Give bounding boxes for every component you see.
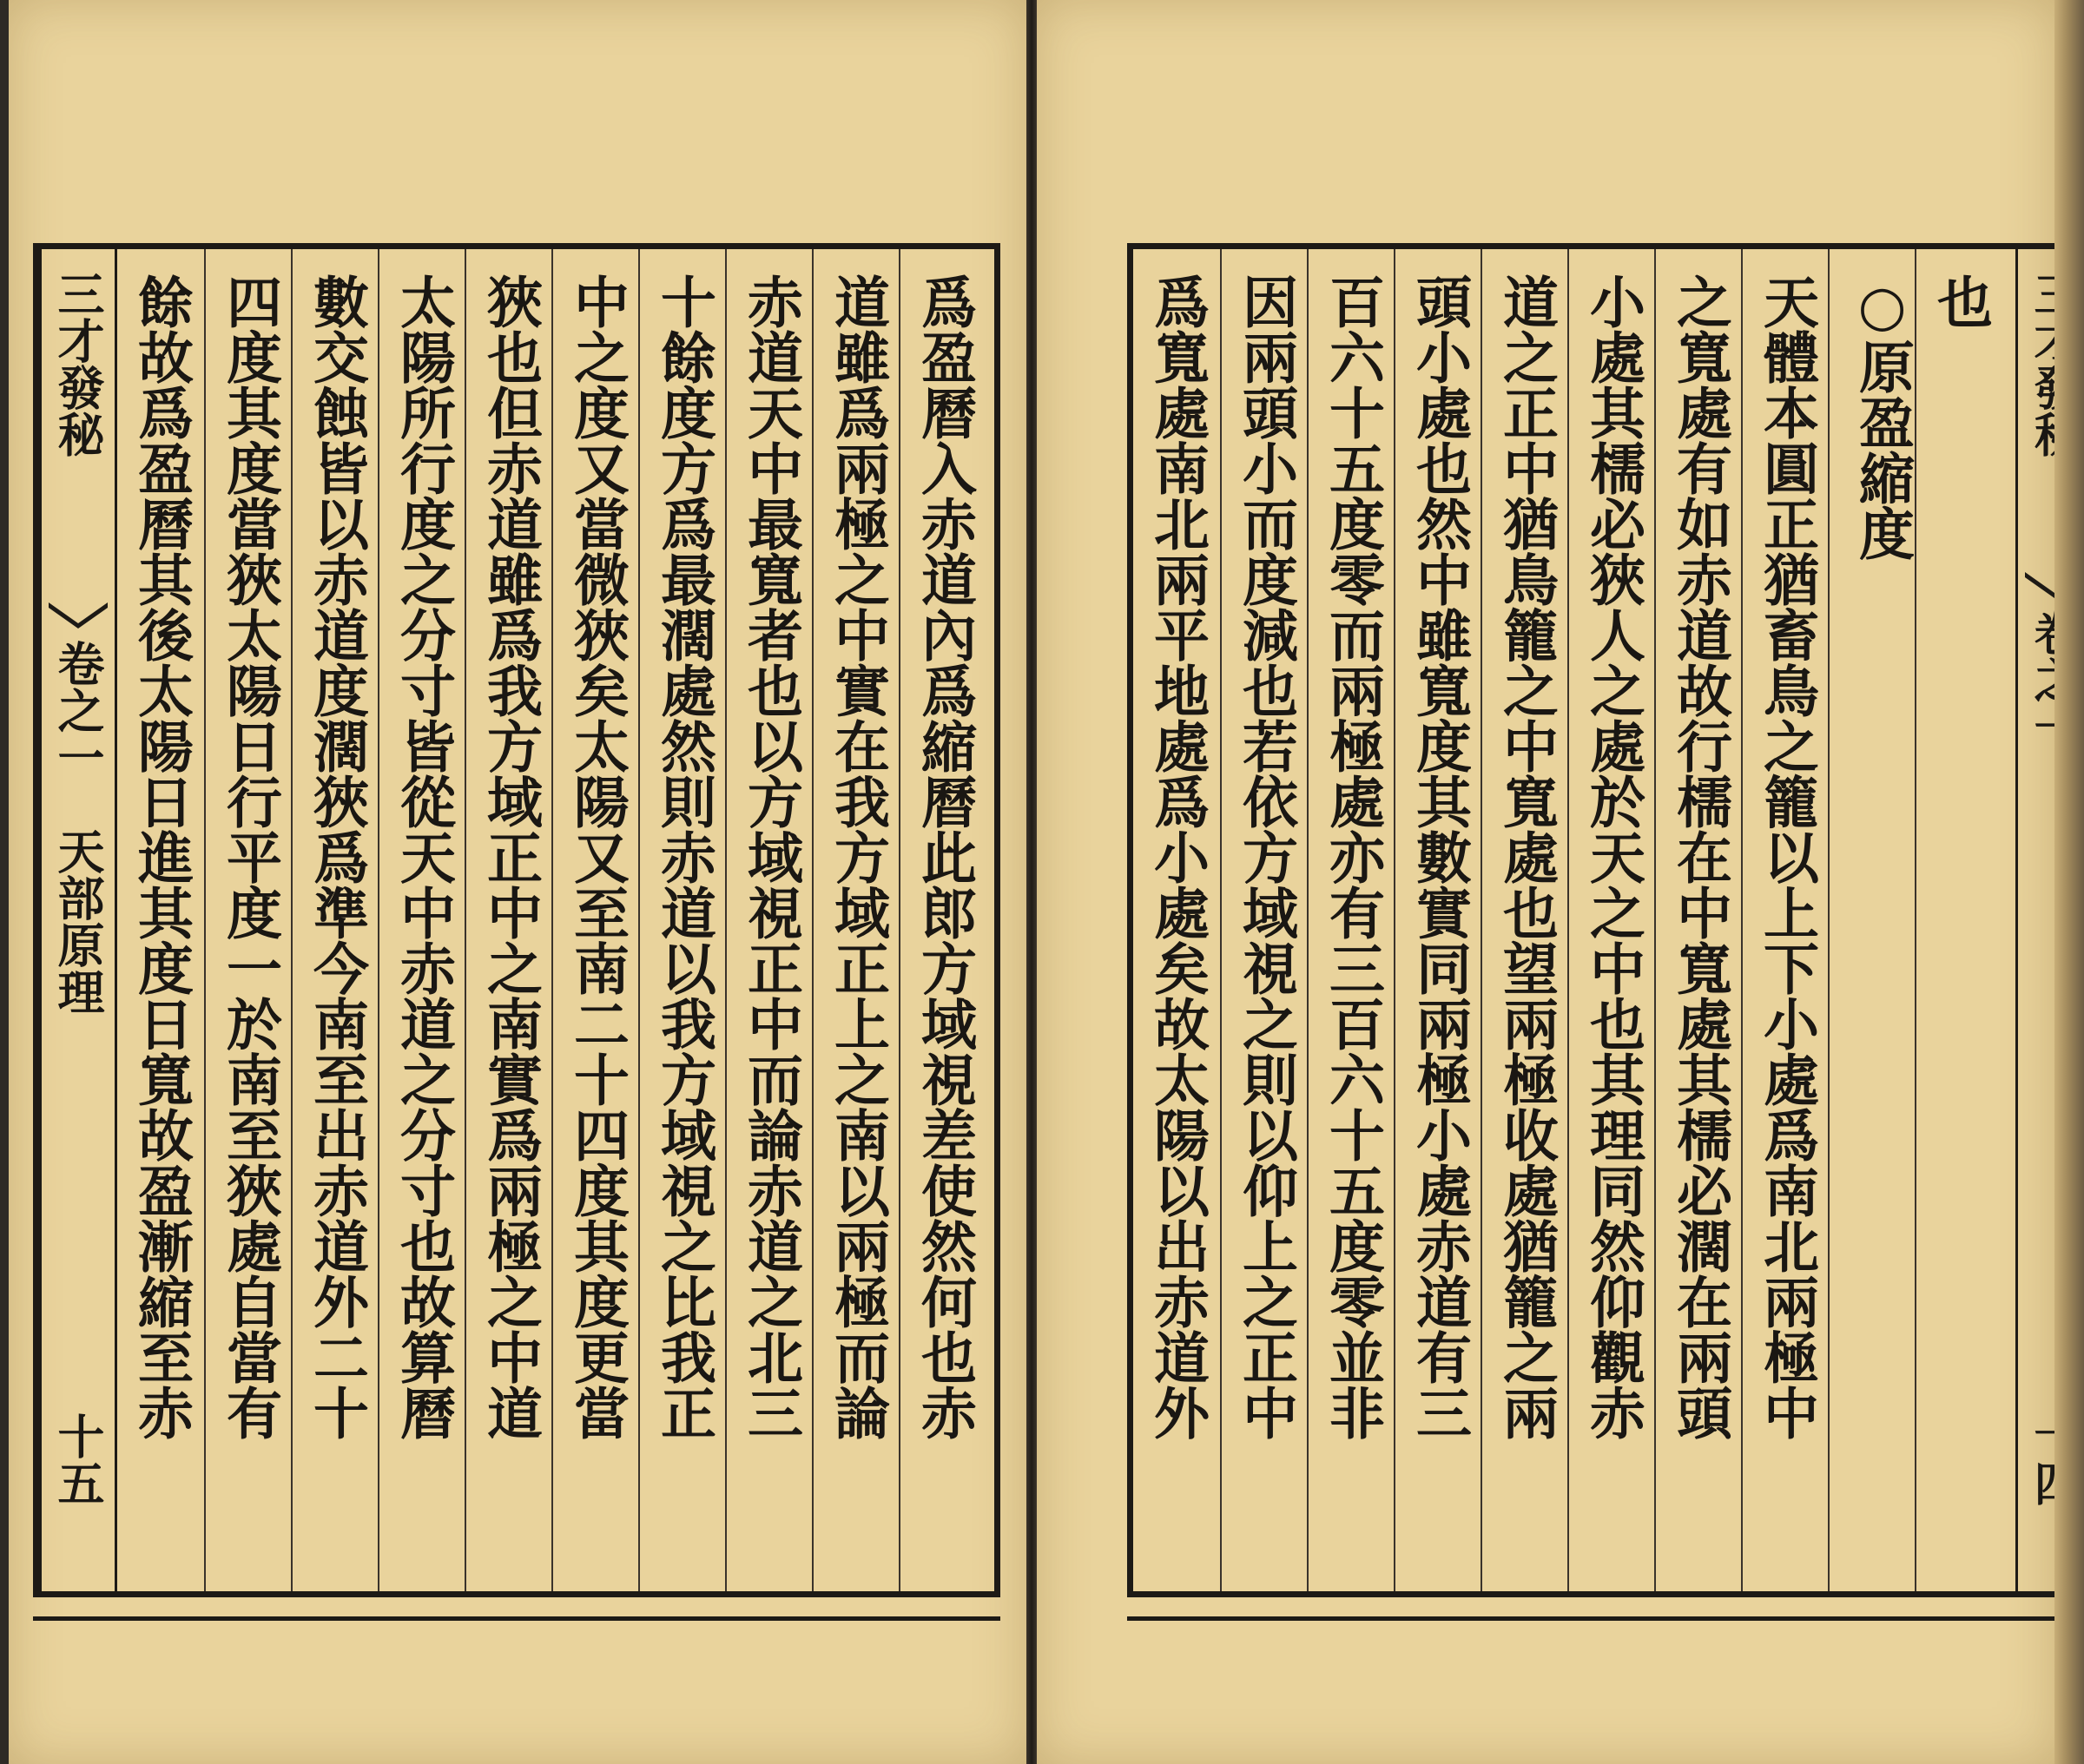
text-column: 餘故爲盈曆其後太陽日進其度日寬故盈漸縮至赤 [129, 273, 194, 1440]
text-column: 天體本圓正猶畜鳥之籠以上下小處爲南北兩極中 [1741, 249, 1828, 1591]
right-text-frame [1127, 243, 2084, 1597]
bottom-rule [33, 1616, 1000, 1621]
left-folio: 十五 [50, 1412, 106, 1506]
text-column: 百六十五度零而兩極處亦有三百六十五度零並非 [1307, 249, 1394, 1591]
text-column: 因兩頭小而度減也若依方域視之則以仰上之正中 [1220, 249, 1307, 1591]
text-column: 太陽所行度之分寸皆從天中赤道之分寸也故算曆 [378, 249, 465, 1591]
text-column: 中之度又當微狹矣太陽又至南二十四度其度更當 [551, 249, 638, 1591]
bottom-rule [1127, 1616, 2084, 1621]
text-column: 道之正中猶鳥籠之中寬處也望兩極收處猶籠之兩 [1481, 249, 1567, 1591]
text-column: 十餘度方爲最濶處然則赤道以我方域視之比我正 [638, 249, 725, 1591]
text-column: 赤道天中最寬者也以方域視正中而論赤道之北三 [725, 249, 812, 1591]
text-column: 頭小處也然中雖寬度其數實同兩極小處赤道有三 [1394, 249, 1481, 1591]
right-page [1037, 0, 2054, 1764]
left-margin-chapter: 卷之一 天部原理 [50, 640, 106, 1015]
left-margin-strip [39, 249, 117, 1591]
text-column: 小處其檽必狹人之處於天之中也其理同然仰觀赤 [1567, 249, 1654, 1591]
text-column: 之寬處有如赤道故行檽在中寬處其檽必濶在兩頭 [1654, 249, 1741, 1591]
text-column: 爲寬處南北兩平地處爲小處矣故太陽以出赤道外 [1144, 273, 1210, 1440]
left-page [9, 0, 1026, 1764]
text-column: 數交蝕皆以赤道度濶狹爲準今南至出赤道外二十 [291, 249, 378, 1591]
text-column: 狹也但赤道雖爲我方域正中之南實爲兩極之中道 [465, 249, 551, 1591]
page-edge [2054, 0, 2084, 1764]
fish-tail-mark-icon [47, 601, 109, 630]
left-text-frame [33, 243, 1000, 1597]
text-column: 四度其度當狹太陽日行平度一於南至狹處自當有 [204, 249, 291, 1591]
text-column: 爲盈曆入赤道內爲縮曆此郎方域視差使然何也赤 [899, 249, 986, 1591]
book-gutter [1026, 0, 1037, 1764]
section-heading-column: ○原盈縮度 [1828, 249, 1915, 1591]
text-column: 道雖爲兩極之中實在我方域正上之南以兩極而論 [812, 249, 899, 1591]
left-margin-title: 三才發秘 [50, 270, 106, 457]
text-column: 也 [1915, 249, 2002, 1591]
